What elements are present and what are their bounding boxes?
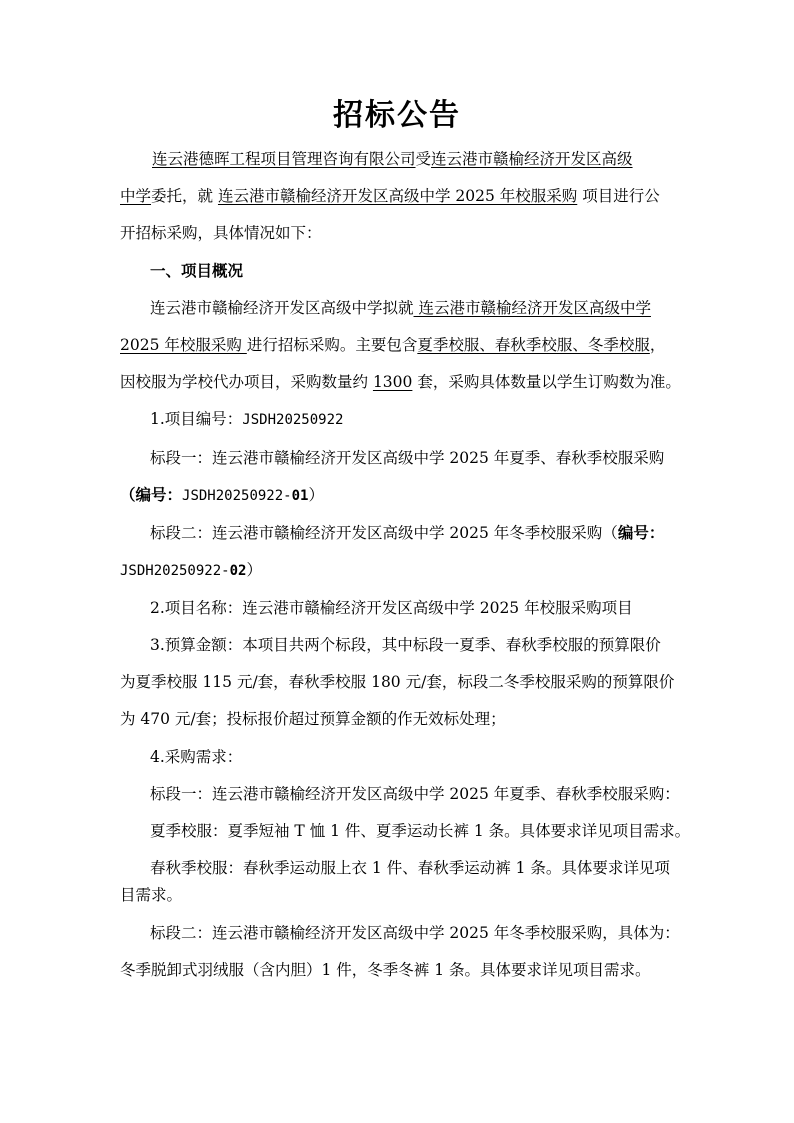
intro-line-3: 开招标采购，具体情况如下： [120, 224, 322, 242]
requirements-line-5: 标段二：连云港市赣榆经济开发区高级中学 2025 年冬季校服采购，具体为： [150, 924, 680, 942]
requirements-line-1: 标段一：连云港市赣榆经济开发区高级中学 2025 年夏季、春秋季校服采购： [150, 785, 680, 803]
client-name: 连云港市赣榆经济开发区高级 [431, 150, 633, 168]
requirements-line-4: 目需求。 [120, 886, 183, 904]
requirements-line-3: 春秋季校服：春秋季运动服上衣 1 件、春秋季运动裤 1 条。具体要求详见项 [150, 859, 670, 877]
intro-line-1: 连云港德晖工程项目管理咨询有限公司受连云港市赣榆经济开发区高级 [152, 150, 633, 168]
requirements-line-6: 冬季脱卸式羽绒服（含内胆）1 件，冬季冬裤 1 条。具体要求详见项目需求。 [120, 961, 651, 979]
lot1-line-1: 标段一：连云港市赣榆经济开发区高级中学 2025 年夏季、春秋季校服采购 [150, 449, 665, 467]
budget-line-1: 3.预算金额：本项目共两个标段，其中标段一夏季、春秋季校服的预算限价 [150, 636, 661, 654]
quantity: 1300 [372, 373, 413, 391]
requirements-line-2: 夏季校服：夏季短袖 T 恤 1 件、夏季运动长裤 1 条。具体要求详见项目需求。 [150, 822, 691, 840]
intro-line-2: 中学委托，就 连云港市赣榆经济开发区高级中学 2025 年校服采购 项目进行公 [120, 187, 660, 205]
project-name-line: 2.项目名称：连云港市赣榆经济开发区高级中学 2025 年校服采购项目 [150, 599, 633, 617]
page-title: 招标公告 [333, 98, 461, 133]
lot1-line-2: （编号：JSDH20250922-01） [120, 485, 324, 504]
budget-line-2: 为夏季校服 115 元/套，春秋季校服 180 元/套，标段二冬季校服采购的预算限价 [120, 673, 675, 691]
project-title: 连云港市赣榆经济开发区高级中学 2025 年校服采购 [217, 187, 578, 205]
requirements-heading: 4.采购需求： [150, 748, 243, 766]
lot2-line-2: JSDH20250922-02） [120, 561, 262, 579]
budget-line-3: 为 470 元/套；投标报价超过预算金额的作无效标处理； [120, 710, 506, 728]
overview-line-1: 连云港市赣榆经济开发区高级中学拟就 连云港市赣榆经济开发区高级中学 [150, 299, 651, 317]
overview-line-2: 2025 年校服采购 进行招标采购。主要包含夏季校服、春秋季校服、冬季校服， [120, 336, 666, 354]
section-heading-overview: 一、项目概况 [150, 261, 244, 280]
overview-line-3: 因校服为学校代办项目，采购数量约 1300 套，采购具体数量以学生订购数为准。 [120, 373, 681, 391]
project-number: JSDH20250922 [242, 412, 344, 428]
agency-name: 连云港德晖工程项目管理咨询有限公司 [152, 150, 416, 168]
lot2-line-1: 标段二：连云港市赣榆经济开发区高级中学 2025 年冬季校服采购（编号： [150, 523, 665, 542]
project-number-line: 1.项目编号：JSDH20250922 [150, 410, 344, 428]
